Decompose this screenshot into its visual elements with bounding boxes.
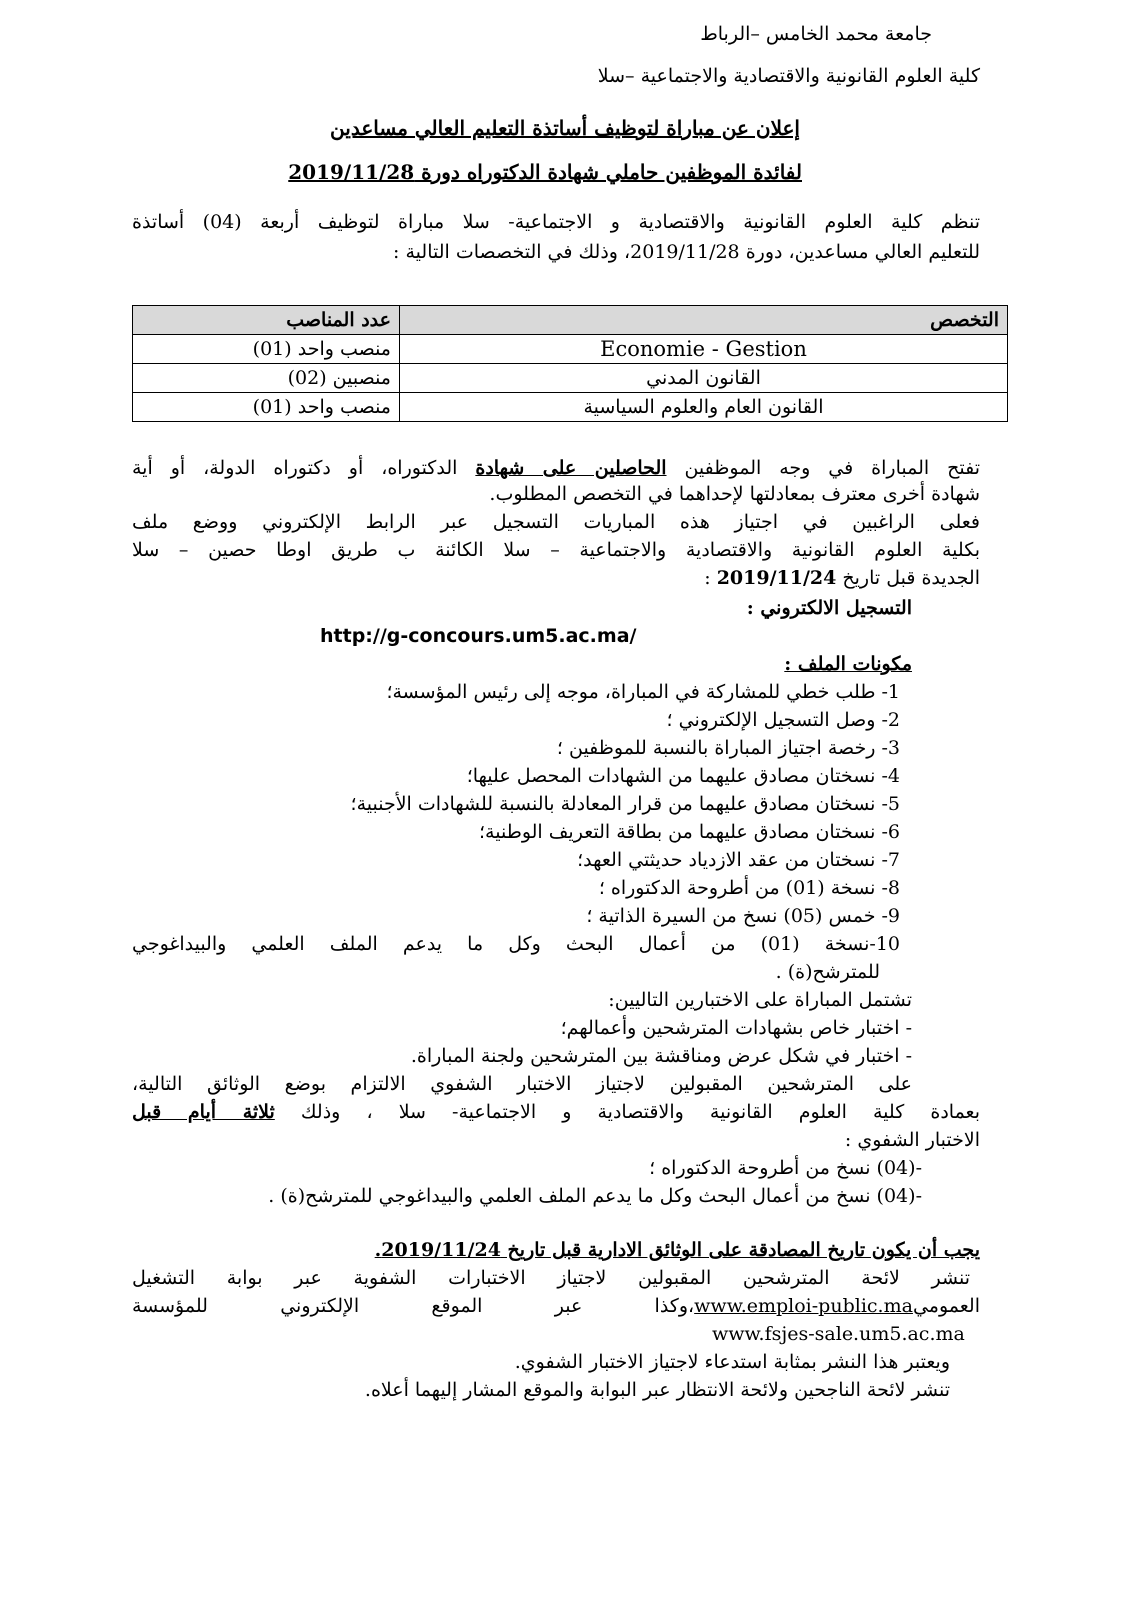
intro-line-1: تنظم كلية العلوم القانونية والاقتصادية و الاجتماعية- سلا مباراة لتوظيف أربعة (04) أساتذة <box>132 211 980 233</box>
file-item-3: 3- رخصة اجتياز المباراة بالنسبة للموظفين ؛ <box>556 737 900 759</box>
file-item-7: 7- نسختان من عقد الازدياد حديثتي العهد؛ <box>577 849 900 871</box>
registration-link[interactable]: http://g-concours.um5.ac.ma/ <box>320 625 637 647</box>
positions-cell: منصبين (02) <box>133 364 400 393</box>
table-row <box>133 393 1008 422</box>
announcement-title: إعلان عن مباراة لتوظيف أساتذة التعليم العالي مساعدين <box>330 116 800 140</box>
file-item-6: 6- نسختان مصادق عليهما من بطاقة التعريف الوطنية؛ <box>479 821 900 843</box>
eligibility-line-4: بكلية العلوم القانونية والاقتصادية والاجتماعية – سلا الكائنة ب طريق اوطا حصين – سلا <box>132 539 980 561</box>
university-name: جامعة محمد الخامس –الرباط <box>700 23 932 45</box>
announcement-subtitle: لفائدة الموظفين حاملي شهادة الدكتوراه دورة 2019/11/28 <box>288 160 802 184</box>
tests-intro: تشتمل المباراة على الاختبارين التاليين: <box>608 989 912 1011</box>
file-item-2: 2- وصل التسجيل الإلكتروني ؛ <box>666 709 900 731</box>
positions-header: عدد المناصب <box>133 306 400 335</box>
emploi-public-link[interactable]: www.emploi-public.ma <box>694 1295 913 1317</box>
file-item-5: 5- نسختان مصادق عليهما من قرار المعادلة بالنسبة للشهادات الأجنبية؛ <box>350 793 900 815</box>
file-item-10-continued: للمترشح(ة) . <box>775 961 880 983</box>
file-item-9: 9- خمس (05) نسخ من السيرة الذاتية ؛ <box>586 905 900 927</box>
specialty-header: التخصص <box>400 306 1008 335</box>
certification-deadline-notice: يجب أن يكون تاريخ المصادقة على الوثائق الادارية قبل تاريخ 2019/11/24. <box>374 1239 980 1261</box>
specialties-table <box>132 305 1008 422</box>
table-row <box>133 364 1008 393</box>
eligibility-line-2: شهادة أخرى معترف بمعادلتها لإحداهما في التخصص المطلوب. <box>489 483 980 505</box>
specialty-cell: القانون المدني <box>400 364 1008 393</box>
file-item-4: 4- نسختان مصادق عليهما من الشهادات المحصل عليها؛ <box>466 765 900 787</box>
three-days-emphasis: ثلاثة أيام قبل <box>132 1101 275 1123</box>
oral-line-2: بعمادة كلية العلوم القانونية والاقتصادية و الاجتماعية- سلا ، وذلك ثلاثة أيام قبل <box>132 1101 981 1123</box>
registration-label: التسجيل الالكتروني : <box>746 597 912 619</box>
positions-cell: منصب واحد (01) <box>133 335 400 364</box>
eligibility-line-3: فعلى الراغبين في اجتياز هذه المباريات التسجيل عبر الرابط الإلكتروني ووضع ملف <box>132 511 981 533</box>
oral-line-3: الاختبار الشفوي : <box>844 1129 980 1151</box>
file-components-label: مكونات الملف : <box>784 653 912 675</box>
oral-item-2: -(04) نسخ من أعمال البحث وكل ما يدعم الملف العلمي والبيداغوجي للمترشح(ة) . <box>268 1185 922 1207</box>
faculty-name: كلية العلوم القانونية والاقتصادية والاجتماعية –سلا <box>597 65 980 87</box>
publication-line-1: تنشر لائحة المترشحين المقبولين لاجتياز الاختبارات الشفوية عبر بوابة التشغيل <box>132 1267 970 1289</box>
oral-item-1: -(04) نسخ من أطروحة الدكتوراه ؛ <box>649 1157 922 1179</box>
test-item-2: - اختبار في شكل عرض ومناقشة بين المترشحين ولجنة المباراة. <box>410 1045 912 1067</box>
file-item-1: 1- طلب خطي للمشاركة في المباراة، موجه إلى رئيس المؤسسة؛ <box>386 681 900 703</box>
specialty-cell: القانون العام والعلوم السياسية <box>400 393 1008 422</box>
table-row <box>133 335 1008 364</box>
oral-line-1: على المترشحين المقبولين لاجتياز الاختبار الشفوي الالتزام بوضع الوثائق التالية، <box>132 1073 912 1095</box>
file-item-8: 8- نسخة (01) من أطروحة الدكتوراه ؛ <box>598 877 900 899</box>
deadline-date: 2019/11/24 <box>716 567 837 589</box>
eligibility-line-5: الجديدة قبل تاريخ 2019/11/24 : <box>704 567 980 589</box>
publication-line-4: ويعتبر هذا النشر بمثابة استدعاء لاجتياز الاختبار الشفوي. <box>514 1351 950 1373</box>
file-item-10: 10-نسخة (01) من أعمال البحث وكل ما يدعم الملف العلمي والبيداغوجي <box>132 933 901 955</box>
publication-line-2: العموميwww.emploi-public.ma،وكذا عبر الموقع الإلكتروني للمؤسسة <box>132 1295 980 1317</box>
positions-cell: منصب واحد (01) <box>133 393 400 422</box>
eligibility-line-1: تفتح المباراة في وجه الموظفين الحاصلين على شهادة الدكتوراه، أو دكتوراه الدولة، أو أية <box>132 457 980 479</box>
table-header-row <box>133 306 1008 335</box>
intro-line-2: للتعليم العالي مساعدين، دورة 2019/11/28، وذلك في التخصصات التالية : <box>393 241 980 263</box>
specialty-cell: Economie - Gestion <box>400 335 1008 364</box>
test-item-1: - اختبار خاص بشهادات المترشحين وأعمالهم؛ <box>560 1017 912 1039</box>
faculty-website[interactable]: www.fsjes-sale.um5.ac.ma <box>712 1323 965 1345</box>
degree-holders-emphasis: الحاصلين على شهادة <box>475 457 667 479</box>
publication-line-5: تنشر لائحة الناجحين ولائحة الانتظار عبر البوابة والموقع المشار إليهما أعلاه. <box>364 1379 950 1401</box>
